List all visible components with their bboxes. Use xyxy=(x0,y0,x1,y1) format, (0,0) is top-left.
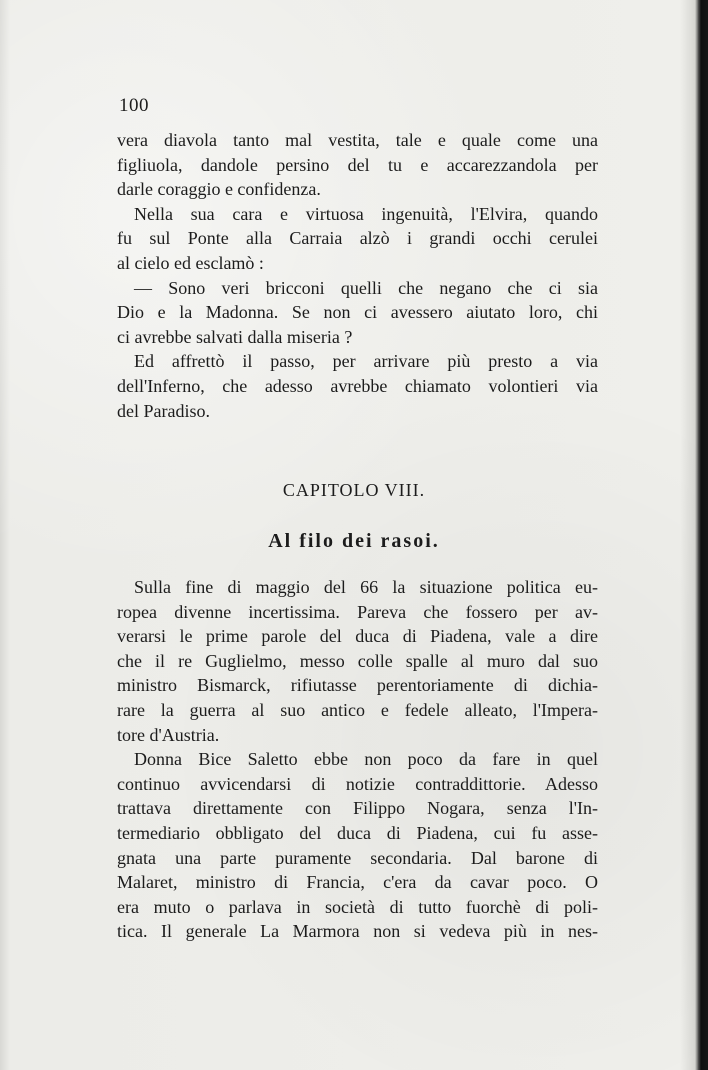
text-line: ci avrebbe salvati dalla miseria ? xyxy=(117,326,353,347)
text-line: darle coraggio e confidenza. xyxy=(117,179,321,200)
text-line: Dio e la Madonna. Se non ci avessero aiutato loro, chi xyxy=(117,302,598,323)
book-spine-edge xyxy=(698,0,708,1070)
text-line: trattava direttamente con Filippo Nogara, senza l'In- xyxy=(117,798,598,819)
text-line: fu sul Ponte alla Carraia alzò i grandi occhi cerulei xyxy=(117,228,598,249)
text-line: — Sono veri bricconi quelli che negano che ci sia xyxy=(134,277,598,298)
text-line: rare la guerra al suo antico e fedele alleato, l'Impera- xyxy=(117,699,598,720)
text-line: Ed affrettò il passo, per arrivare più presto a via xyxy=(134,351,598,372)
text-line: del Paradiso. xyxy=(117,400,210,421)
chapter-title: Al filo dei rasoi. xyxy=(268,530,440,552)
text-line: continuo avvicendarsi di notizie contraddittorie. Adesso xyxy=(117,773,598,794)
text-line: dell'Inferno, che adesso avrebbe chiamato volontieri via xyxy=(117,375,598,396)
text-line: verarsi le prime parole del duca di Piadena, vale a dire xyxy=(117,626,598,647)
text-line: Malaret, ministro di Francia, c'era da cavar poco. O xyxy=(117,872,598,893)
text-line: al cielo ed esclamò : xyxy=(117,252,264,273)
text-line: ministro Bismarck, rifiutasse perentoriamente di dichia- xyxy=(117,675,598,696)
text-line: Nella sua cara e virtuosa ingenuità, l'Elvira, quando xyxy=(134,203,598,224)
text-line: tore d'Austria. xyxy=(117,724,220,745)
text-block-top xyxy=(117,128,598,423)
text-line: gnata una parte puramente secondaria. Dal barone di xyxy=(117,847,598,868)
text-block-bottom xyxy=(117,575,598,944)
text-line: termediario obbligato del duca di Piadena, cui fu asse- xyxy=(117,822,598,843)
text-line: tica. Il generale La Marmora non si vedeva più in nes- xyxy=(117,921,598,942)
text-line: Sulla fine di maggio del 66 la situazione politica eu- xyxy=(134,577,598,597)
text-line: figliuola, dandole persino del tu e accarezzandola per xyxy=(117,154,598,175)
text-line: era muto o parlava in società di tutto fuorchè di poli- xyxy=(117,896,598,917)
text-line: ropea divenne incertissima. Pareva che fossero per av- xyxy=(117,601,598,622)
text-line: che il re Guglielmo, messo colle spalle al muro dal suo xyxy=(117,650,598,671)
text-line: Donna Bice Saletto ebbe non poco da fare in quel xyxy=(134,749,598,770)
text-line: vera diavola tanto mal vestita, tale e quale come una xyxy=(117,130,598,150)
page-number: 100 xyxy=(119,95,149,116)
chapter-heading: CAPITOLO VIII. xyxy=(282,480,426,500)
